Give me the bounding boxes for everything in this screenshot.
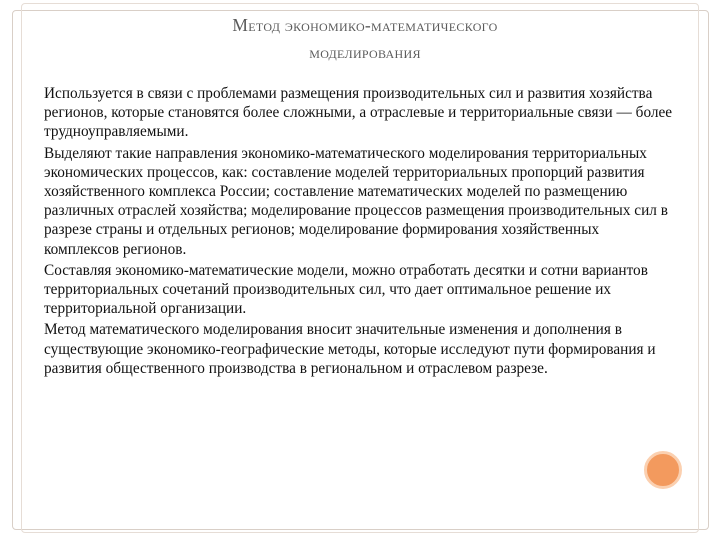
body-paragraph-1: Используется в связи с проблемами размещения производительных сил и развития хозяйства регионов, которые становятся более сложными, а отраслевые и территориальные связи — более трудноуправляемыми. [44, 85, 673, 141]
body-paragraph-3: Составляя экономико-математические модели, можно отработать десятки и сотни вариантов территориальных сочетаний производительных сил, что дает оптимальное решение их территориальной организации. [44, 261, 648, 318]
body-paragraph-4: Метод математического моделирования вносит значительные изменения и дополнения в существующие экономико-географические методы, которые исследуют пути формирования и развития общественного производства в региональном и отраслевом разрезе. [44, 321, 656, 377]
decorative-circle-icon [644, 451, 682, 489]
slide-title-line-1: Метод экономико-математического [232, 15, 498, 35]
body-paragraph-2: Выделяют такие направления экономико-математического моделирования территориальных экономических процессов, как: составление моделей территориальных пропорций развития хозяйственного комплекса России; составление математических моделей по размещению различных отраслей хозяйства; моделирование процессов размещения производительных сил в разрезе страны и отдельных регионов; моделирование формирования хозяйственных комплексов регионов. [44, 144, 668, 258]
slide-body [44, 84, 674, 380]
slide-title [85, 12, 645, 66]
slide-title-line-2: моделирования [309, 42, 421, 62]
